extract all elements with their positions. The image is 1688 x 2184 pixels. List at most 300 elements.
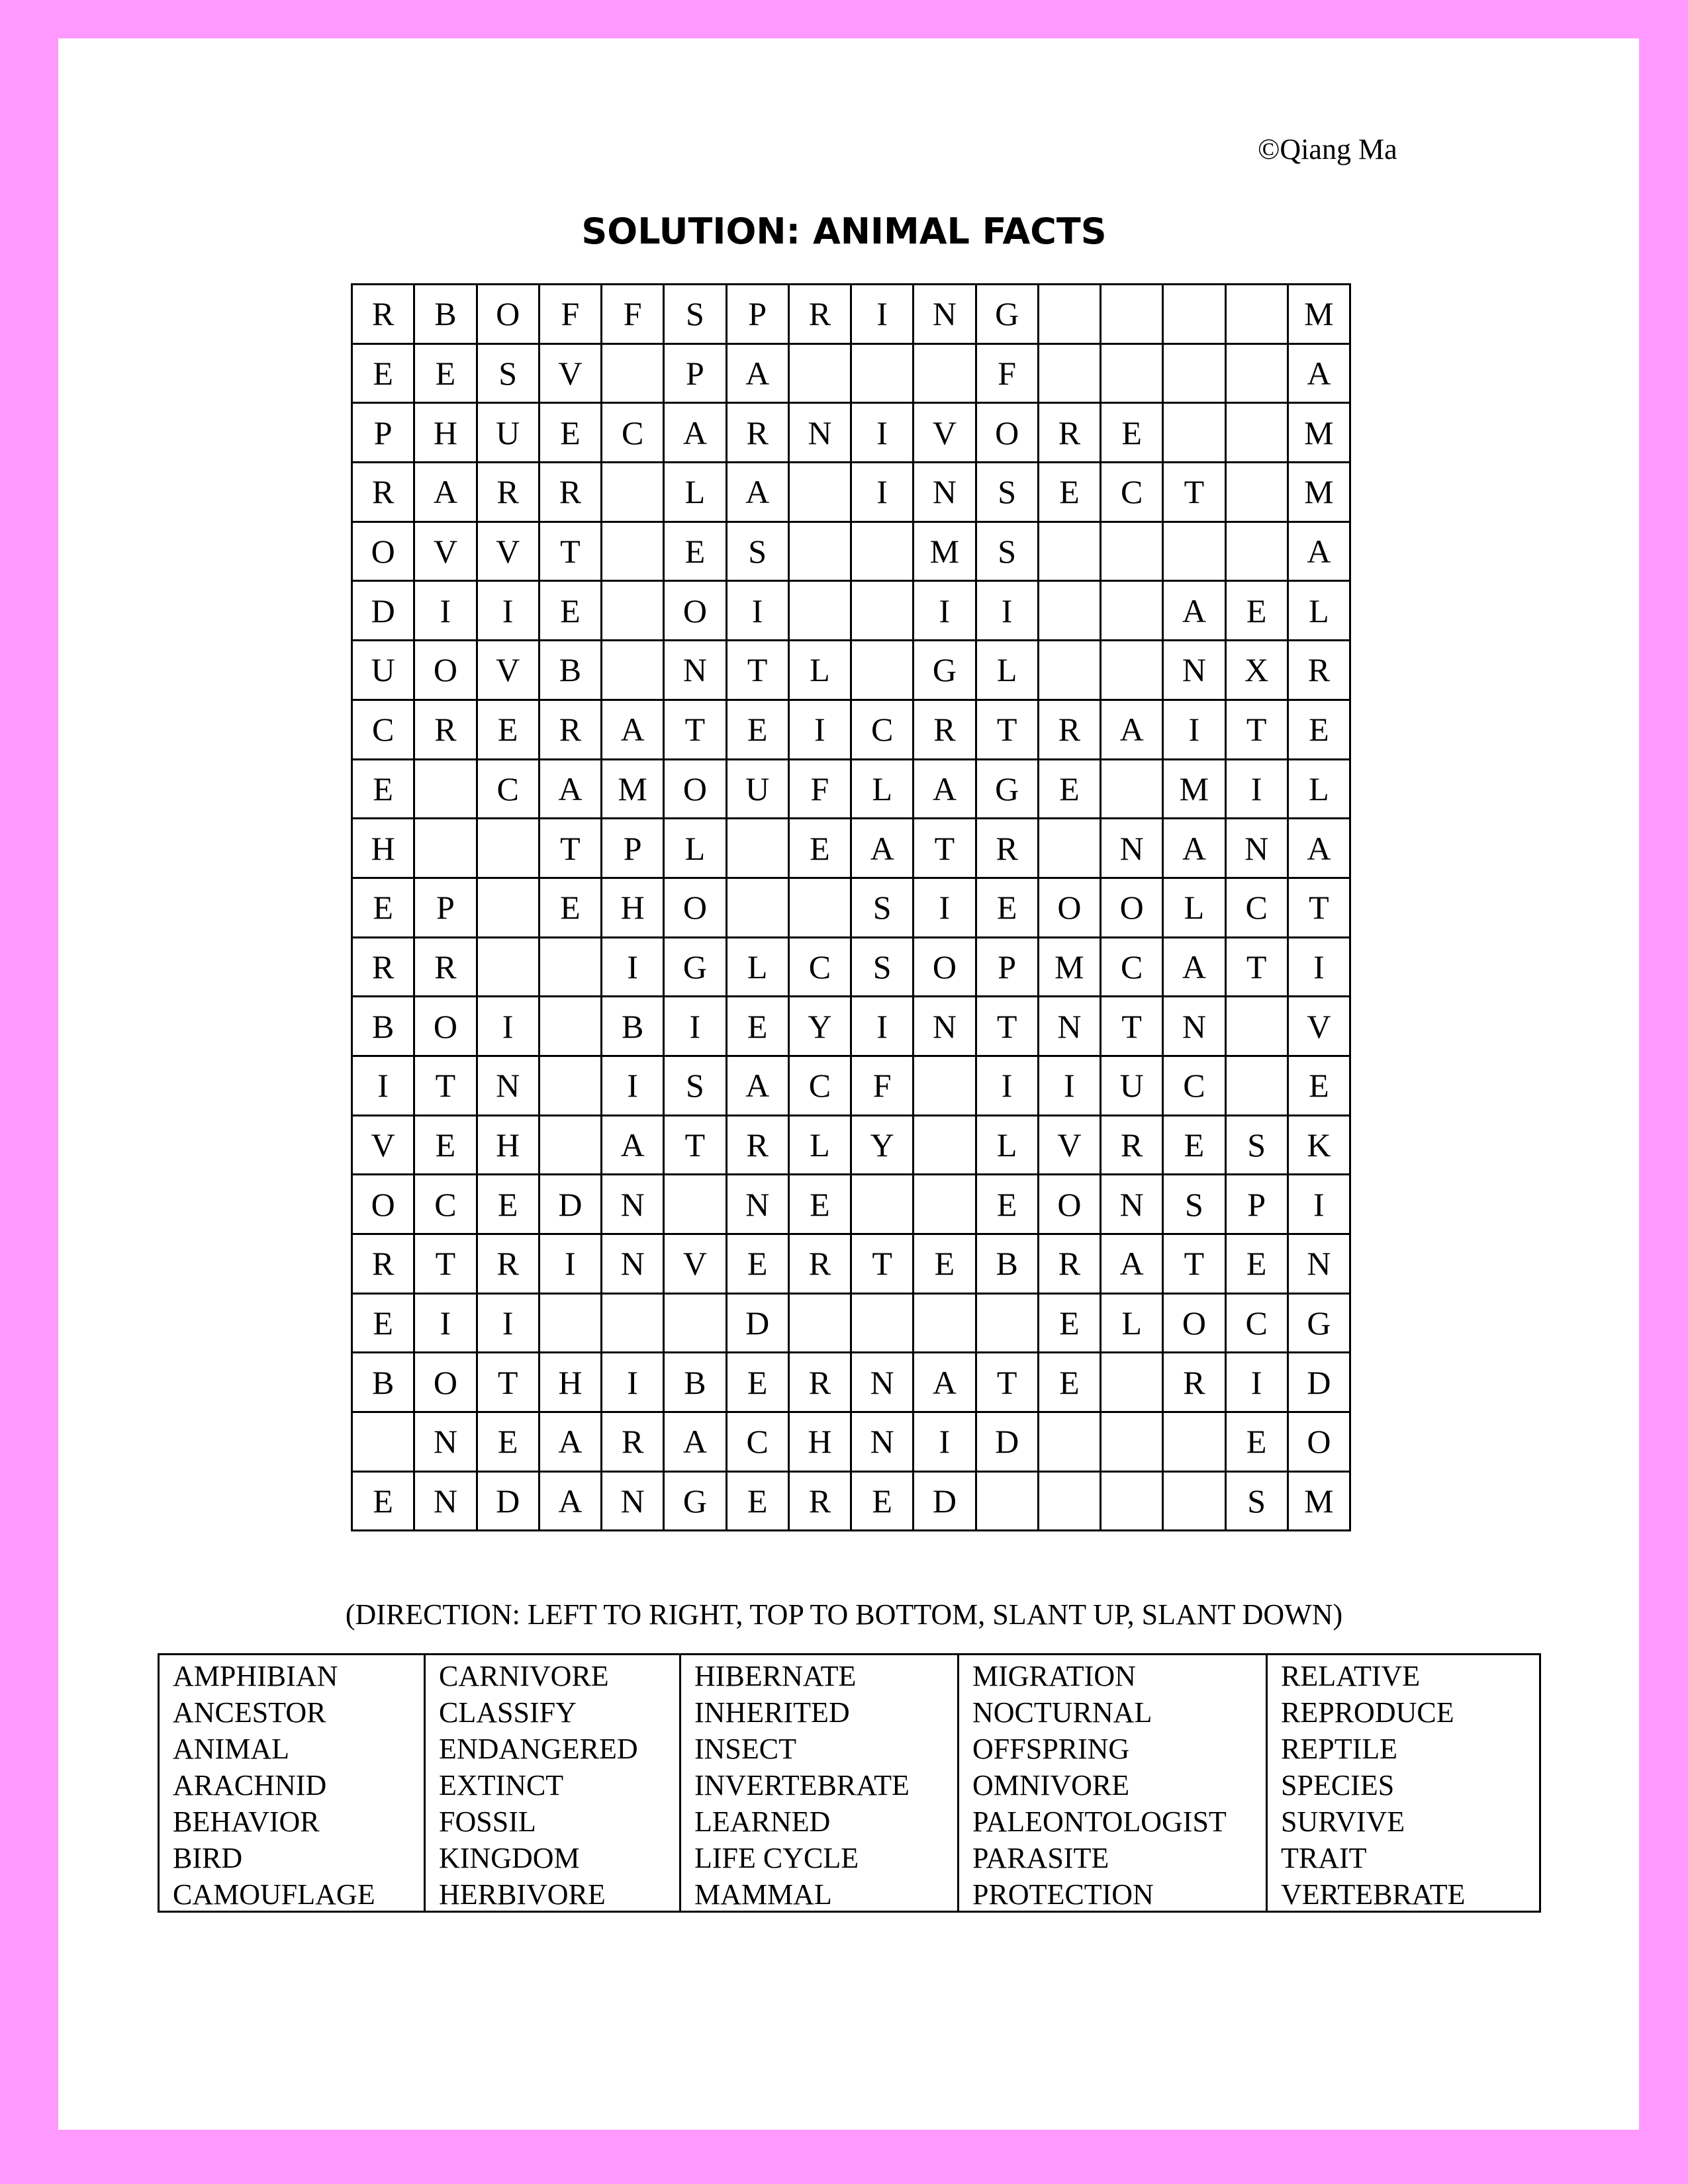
grid-cell: T (478, 1353, 540, 1413)
grid-cell: R (353, 938, 415, 998)
grid-cell (540, 938, 602, 998)
grid-cell: L (727, 938, 790, 998)
grid-cell: F (790, 760, 852, 820)
grid-cell: R (478, 1235, 540, 1295)
grid-cell: I (602, 1353, 665, 1413)
grid-cell: O (1039, 879, 1102, 938)
word-bank-item: HERBIVORE (439, 1878, 606, 1911)
grid-cell: R (790, 285, 852, 345)
grid-cell: T (665, 1116, 727, 1176)
word-bank-item: ARACHNID (173, 1769, 327, 1801)
grid-cell: E (790, 819, 852, 879)
grid-cell: L (1164, 879, 1226, 938)
grid-cell: A (1289, 819, 1351, 879)
grid-cell: R (540, 701, 602, 760)
grid-cell: S (478, 345, 540, 404)
grid-cell: M (914, 523, 976, 582)
grid-cell (353, 1413, 415, 1473)
grid-cell: I (415, 582, 477, 641)
grid-cell: V (540, 345, 602, 404)
grid-cell: E (727, 1235, 790, 1295)
grid-cell: R (415, 938, 477, 998)
grid-cell: A (540, 760, 602, 820)
grid-cell: O (1164, 1295, 1226, 1354)
grid-cell: I (602, 1057, 665, 1116)
grid-cell: A (415, 463, 477, 523)
grid-cell (1102, 285, 1164, 345)
grid-cell (790, 879, 852, 938)
grid-cell: C (478, 760, 540, 820)
grid-cell: E (353, 1295, 415, 1354)
grid-cell (415, 819, 477, 879)
grid-cell: P (415, 879, 477, 938)
grid-cell: P (1227, 1175, 1289, 1235)
word-bank-item: KINGDOM (439, 1842, 580, 1874)
grid-cell: S (665, 285, 727, 345)
grid-cell: C (1102, 463, 1164, 523)
grid-cell (1227, 404, 1289, 463)
grid-cell: P (353, 404, 415, 463)
grid-cell (1102, 523, 1164, 582)
grid-cell: V (665, 1235, 727, 1295)
grid-cell: A (727, 463, 790, 523)
grid-cell: E (1227, 582, 1289, 641)
grid-cell: N (1164, 641, 1226, 701)
grid-cell (1102, 760, 1164, 820)
word-bank-item: INVERTEBRATE (694, 1769, 910, 1801)
grid-cell: I (852, 404, 914, 463)
grid-cell: R (727, 404, 790, 463)
grid-cell: V (478, 641, 540, 701)
grid-cell: V (415, 523, 477, 582)
grid-cell: O (353, 1175, 415, 1235)
grid-cell: U (478, 404, 540, 463)
grid-cell: C (790, 1057, 852, 1116)
word-bank-item: LEARNED (694, 1805, 831, 1838)
grid-cell: O (353, 523, 415, 582)
grid-cell: V (478, 523, 540, 582)
word-bank-item: CARNIVORE (439, 1660, 609, 1692)
grid-cell: O (415, 1353, 477, 1413)
grid-cell: E (1289, 1057, 1351, 1116)
grid-cell (1039, 582, 1102, 641)
grid-cell: T (665, 701, 727, 760)
grid-cell: A (1164, 819, 1226, 879)
grid-cell: I (478, 582, 540, 641)
grid-cell (540, 1057, 602, 1116)
word-search-grid (351, 283, 1351, 1531)
grid-cell: I (977, 582, 1039, 641)
grid-cell: D (540, 1175, 602, 1235)
grid-cell: O (665, 760, 727, 820)
grid-cell: E (665, 523, 727, 582)
grid-cell: T (1164, 463, 1226, 523)
grid-cell (1227, 523, 1289, 582)
grid-cell (790, 1295, 852, 1354)
grid-cell (1227, 285, 1289, 345)
grid-cell: C (1227, 1295, 1289, 1354)
grid-cell: B (415, 285, 477, 345)
grid-cell: M (1289, 463, 1351, 523)
word-bank-item: OMNIVORE (972, 1769, 1130, 1801)
word-bank-item: LIFE CYCLE (694, 1842, 859, 1874)
grid-cell: N (415, 1413, 477, 1473)
copyright-notice: ©Qiang Ma (1258, 133, 1397, 165)
grid-cell: A (540, 1473, 602, 1532)
grid-cell (852, 641, 914, 701)
grid-cell: P (602, 819, 665, 879)
grid-cell: A (665, 404, 727, 463)
grid-cell: C (790, 938, 852, 998)
word-bank-item: PALEONTOLOGIST (972, 1805, 1227, 1838)
grid-cell: T (540, 819, 602, 879)
grid-cell: A (1164, 938, 1226, 998)
grid-cell: D (478, 1473, 540, 1532)
grid-cell: D (914, 1473, 976, 1532)
grid-cell: I (665, 997, 727, 1057)
grid-cell: T (852, 1235, 914, 1295)
word-bank-item: BEHAVIOR (173, 1805, 320, 1838)
grid-cell: T (914, 819, 976, 879)
grid-cell: E (1227, 1235, 1289, 1295)
grid-cell: A (1289, 345, 1351, 404)
grid-cell: P (727, 285, 790, 345)
word-bank-item: AMPHIBIAN (173, 1660, 338, 1692)
word-bank-column (426, 1655, 681, 1911)
grid-cell (1039, 1413, 1102, 1473)
grid-cell: D (727, 1295, 790, 1354)
grid-cell: H (478, 1116, 540, 1176)
grid-cell: V (1039, 1116, 1102, 1176)
word-bank-item: REPTILE (1281, 1733, 1397, 1765)
grid-cell: L (1102, 1295, 1164, 1354)
grid-cell: G (977, 760, 1039, 820)
grid-cell: A (852, 819, 914, 879)
grid-cell: D (977, 1413, 1039, 1473)
grid-cell: A (1102, 1235, 1164, 1295)
word-bank-item: ANCESTOR (173, 1696, 326, 1729)
grid-cell: S (852, 879, 914, 938)
grid-cell: F (977, 345, 1039, 404)
grid-cell: A (1289, 523, 1351, 582)
grid-cell: V (353, 1116, 415, 1176)
grid-cell (977, 1295, 1039, 1354)
grid-cell: L (977, 641, 1039, 701)
grid-cell: T (540, 523, 602, 582)
grid-cell: E (914, 1235, 976, 1295)
grid-cell: C (1164, 1057, 1226, 1116)
grid-cell (790, 582, 852, 641)
grid-cell: R (1164, 1353, 1226, 1413)
grid-cell: E (353, 345, 415, 404)
grid-cell: P (977, 938, 1039, 998)
grid-cell: T (1164, 1235, 1226, 1295)
grid-cell (1164, 285, 1226, 345)
grid-cell: R (540, 463, 602, 523)
grid-cell: H (415, 404, 477, 463)
grid-cell: L (1289, 582, 1351, 641)
grid-cell: R (727, 1116, 790, 1176)
grid-cell: C (1227, 879, 1289, 938)
grid-cell: Y (790, 997, 852, 1057)
grid-cell (790, 463, 852, 523)
grid-cell: T (977, 701, 1039, 760)
grid-cell (914, 1175, 976, 1235)
grid-cell: N (602, 1175, 665, 1235)
grid-cell: N (602, 1473, 665, 1532)
grid-cell: N (602, 1235, 665, 1295)
grid-cell (1164, 523, 1226, 582)
grid-cell: E (353, 1473, 415, 1532)
grid-cell: N (914, 285, 976, 345)
grid-cell: A (914, 760, 976, 820)
grid-cell (727, 879, 790, 938)
word-bank-item: TRAIT (1281, 1842, 1367, 1874)
grid-cell: O (1039, 1175, 1102, 1235)
grid-cell (1039, 345, 1102, 404)
grid-cell: G (665, 938, 727, 998)
grid-cell: N (665, 641, 727, 701)
grid-cell: O (665, 582, 727, 641)
grid-cell (977, 1473, 1039, 1532)
grid-cell: F (602, 285, 665, 345)
grid-cell: E (353, 879, 415, 938)
word-bank-column (160, 1655, 426, 1911)
grid-cell: L (852, 760, 914, 820)
grid-cell (790, 345, 852, 404)
grid-cell (478, 879, 540, 938)
word-bank-item: MIGRATION (972, 1660, 1136, 1692)
word-bank-item: PROTECTION (972, 1878, 1154, 1911)
grid-cell: A (1164, 582, 1226, 641)
grid-cell: C (353, 701, 415, 760)
grid-cell (914, 345, 976, 404)
grid-cell: E (1227, 1413, 1289, 1473)
word-bank-item: SURVIVE (1281, 1805, 1405, 1838)
grid-cell: N (478, 1057, 540, 1116)
word-bank-item: CLASSIFY (439, 1696, 577, 1729)
grid-cell: C (1102, 938, 1164, 998)
grid-cell: L (665, 819, 727, 879)
grid-cell: R (353, 463, 415, 523)
word-bank (158, 1653, 1541, 1913)
grid-cell: T (1227, 701, 1289, 760)
grid-cell: E (1039, 463, 1102, 523)
grid-cell (602, 345, 665, 404)
grid-cell: I (1289, 938, 1351, 998)
grid-cell: E (1039, 1295, 1102, 1354)
grid-cell: G (1289, 1295, 1351, 1354)
word-bank-column (681, 1655, 959, 1911)
grid-cell: S (727, 523, 790, 582)
grid-cell (602, 1295, 665, 1354)
grid-cell: E (415, 1116, 477, 1176)
grid-cell (602, 641, 665, 701)
grid-cell: I (353, 1057, 415, 1116)
word-bank-column (959, 1655, 1268, 1911)
word-bank-item: EXTINCT (439, 1769, 564, 1801)
grid-cell: B (540, 641, 602, 701)
grid-cell: T (1102, 997, 1164, 1057)
grid-cell: X (1227, 641, 1289, 701)
grid-cell: N (790, 404, 852, 463)
grid-cell: E (790, 1175, 852, 1235)
grid-cell: E (478, 701, 540, 760)
grid-cell: M (1039, 938, 1102, 998)
grid-cell (1102, 1413, 1164, 1473)
grid-cell: B (353, 1353, 415, 1413)
grid-cell (852, 1175, 914, 1235)
grid-cell: I (1227, 1353, 1289, 1413)
grid-cell: S (1227, 1473, 1289, 1532)
grid-cell: N (727, 1175, 790, 1235)
grid-cell: R (353, 1235, 415, 1295)
word-bank-item: MAMMAL (694, 1878, 832, 1911)
grid-cell (1102, 1353, 1164, 1413)
grid-cell: E (727, 997, 790, 1057)
grid-cell: G (977, 285, 1039, 345)
grid-cell: B (602, 997, 665, 1057)
grid-cell: R (415, 701, 477, 760)
word-bank-item: PARASITE (972, 1842, 1109, 1874)
grid-cell: E (727, 1353, 790, 1413)
word-bank-item: SPECIES (1281, 1769, 1395, 1801)
grid-cell: Y (852, 1116, 914, 1176)
grid-cell: T (977, 1353, 1039, 1413)
grid-cell: A (540, 1413, 602, 1473)
grid-cell: L (977, 1116, 1039, 1176)
grid-cell: E (977, 1175, 1039, 1235)
grid-cell: L (1289, 760, 1351, 820)
grid-cell: O (1102, 879, 1164, 938)
grid-cell (602, 582, 665, 641)
grid-cell: A (727, 345, 790, 404)
grid-cell: R (914, 701, 976, 760)
grid-cell: I (852, 997, 914, 1057)
grid-cell (1102, 641, 1164, 701)
grid-cell (478, 819, 540, 879)
grid-cell: M (1289, 1473, 1351, 1532)
grid-cell: R (353, 285, 415, 345)
grid-cell: I (914, 879, 976, 938)
word-bank-item: HIBERNATE (694, 1660, 857, 1692)
grid-cell (852, 345, 914, 404)
grid-cell: E (540, 582, 602, 641)
grid-cell: E (1102, 404, 1164, 463)
grid-cell: R (1039, 1235, 1102, 1295)
page-title: SOLUTION: ANIMAL FACTS (581, 210, 1107, 252)
grid-cell: I (852, 463, 914, 523)
grid-cell: N (852, 1353, 914, 1413)
grid-cell (1227, 997, 1289, 1057)
word-bank-item: INSECT (694, 1733, 796, 1765)
grid-cell: S (1227, 1116, 1289, 1176)
grid-cell (602, 463, 665, 523)
grid-cell: V (914, 404, 976, 463)
grid-cell (727, 819, 790, 879)
grid-cell (1039, 819, 1102, 879)
grid-cell: C (852, 701, 914, 760)
grid-cell: N (1102, 1175, 1164, 1235)
grid-cell: R (1102, 1116, 1164, 1176)
word-bank-item: VERTEBRATE (1281, 1878, 1466, 1911)
grid-cell: M (602, 760, 665, 820)
grid-cell: T (1289, 879, 1351, 938)
grid-cell: E (1164, 1116, 1226, 1176)
grid-cell: I (727, 582, 790, 641)
grid-cell: H (353, 819, 415, 879)
grid-cell: M (1289, 285, 1351, 345)
grid-cell: I (1164, 701, 1226, 760)
grid-cell (665, 1175, 727, 1235)
grid-cell: R (1289, 641, 1351, 701)
grid-cell: C (415, 1175, 477, 1235)
grid-cell: I (602, 938, 665, 998)
grid-cell: L (790, 1116, 852, 1176)
grid-cell: R (1039, 701, 1102, 760)
grid-cell (852, 582, 914, 641)
grid-cell (1227, 345, 1289, 404)
grid-cell (540, 997, 602, 1057)
grid-cell: E (415, 345, 477, 404)
word-bank-item: CAMOUFLAGE (173, 1878, 375, 1911)
word-bank-item: REPRODUCE (1281, 1696, 1454, 1729)
grid-cell: R (790, 1473, 852, 1532)
word-bank-item: ANIMAL (173, 1733, 289, 1765)
grid-cell: E (852, 1473, 914, 1532)
grid-cell: B (977, 1235, 1039, 1295)
grid-cell: E (478, 1413, 540, 1473)
grid-cell: M (1289, 404, 1351, 463)
word-bank-item: NOCTURNAL (972, 1696, 1152, 1729)
grid-cell: N (1039, 997, 1102, 1057)
word-bank-item: INHERITED (694, 1696, 850, 1729)
grid-cell (1102, 345, 1164, 404)
grid-cell: O (415, 997, 477, 1057)
grid-cell: R (1039, 404, 1102, 463)
grid-cell: O (914, 938, 976, 998)
grid-cell (665, 1295, 727, 1354)
grid-cell: E (540, 404, 602, 463)
grid-cell: A (727, 1057, 790, 1116)
grid-cell: I (540, 1235, 602, 1295)
grid-cell: A (602, 701, 665, 760)
grid-cell (1039, 641, 1102, 701)
grid-cell: E (353, 760, 415, 820)
grid-cell: G (914, 641, 976, 701)
grid-cell: E (727, 701, 790, 760)
grid-cell (602, 523, 665, 582)
grid-cell: S (665, 1057, 727, 1116)
grid-cell: I (914, 1413, 976, 1473)
grid-cell: P (665, 345, 727, 404)
grid-cell: H (540, 1353, 602, 1413)
grid-cell: F (852, 1057, 914, 1116)
grid-cell (1102, 582, 1164, 641)
grid-cell: A (914, 1353, 976, 1413)
grid-cell: I (415, 1295, 477, 1354)
grid-cell (852, 1295, 914, 1354)
grid-cell (1164, 1473, 1226, 1532)
grid-cell: V (1289, 997, 1351, 1057)
grid-cell: L (790, 641, 852, 701)
grid-cell (1227, 1057, 1289, 1116)
grid-cell: I (478, 997, 540, 1057)
grid-cell: H (790, 1413, 852, 1473)
grid-cell: G (665, 1473, 727, 1532)
grid-cell (1039, 1473, 1102, 1532)
grid-cell: H (602, 879, 665, 938)
